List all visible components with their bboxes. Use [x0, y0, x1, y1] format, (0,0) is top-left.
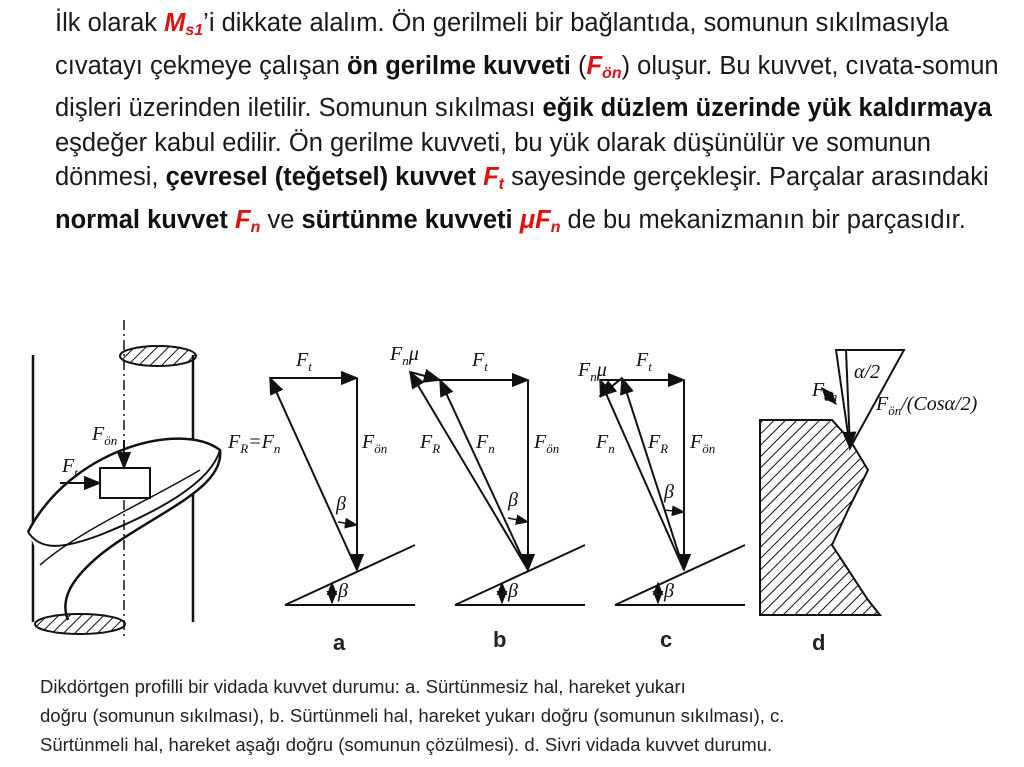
force-triangle-c [577, 349, 745, 652]
b-ft-label: $F_t$ [472, 349, 488, 374]
c-beta-label: β [664, 481, 674, 503]
b-fnmu-label: $F_n\mu$ [390, 343, 419, 368]
force-triangle-b [389, 343, 585, 652]
caption-line-2: doğru (somunun sıkılması), b. Sürtünmeli hal, hareket yukarı doğru (somunun sıkılması), c. [40, 705, 785, 726]
c-fon-label: $F_{ön}$ [690, 431, 716, 456]
v-thread-force-d [760, 350, 978, 655]
bolt-ft-label: $F_t$ [62, 455, 78, 480]
panel-d-label: d [812, 630, 826, 655]
force-triangle-a [227, 349, 415, 655]
figure-caption [40, 672, 1010, 759]
bold-term-normal-force: normal kuvvet [55, 205, 228, 234]
text-run: eşdeğer kabul edilir. Ön gerilme kuvveti, bu yük olarak düşünülür ve somunun dönmesi, [55, 128, 931, 191]
force-diagram-figure [0, 300, 1024, 672]
text-run: ’i dikkate alalım. Ön gerilmeli bir bağlantıda, somunun sıkılmasıyla cıvatayı çekmeye çalışan [55, 9, 949, 80]
bold-term-friction-force: sürtünme kuvveti [301, 205, 513, 234]
a-fr-fn-label: $F_R=F_n$ [228, 431, 281, 456]
panel-c-label: c [660, 627, 673, 652]
caption-line-1: Dikdörtgen profilli bir vidada kuvvet durumu: a. Sürtünmesiz hal, hareket yukarı [40, 676, 686, 697]
b-fon-label: $F_{ön}$ [534, 431, 560, 456]
bold-term-inclined-plane: eğik düzlem üzerinde yük kaldırmaya [542, 94, 992, 122]
c-beta-incline-label: β [664, 580, 674, 602]
ms1-symbol: $M_{s1}$ [164, 9, 204, 39]
b-fn-label: $F_n$ [476, 431, 495, 456]
b-beta-incline-label: β [508, 580, 518, 602]
a-fon-label: $F_{ön}$ [362, 431, 388, 456]
text-run: İlk olarak [55, 9, 165, 37]
text-run: ) oluşur. Bu kuvvet, cıvata-somun dişleri üzerinden iletilir. Somunun sıkılması [55, 51, 999, 122]
ft-symbol: $F_t$ [483, 163, 504, 193]
panel-a-label: a [333, 630, 346, 655]
bold-term-preload-force: ön gerilme kuvveti [346, 51, 571, 80]
text-run: ve [260, 205, 302, 234]
d-alpha-label: α/2 [854, 361, 881, 383]
panel-b-label: b [493, 627, 507, 652]
text-run: sayesinde gerçekleşir. Parçalar arasındaki [503, 163, 989, 191]
c-ft-label: $F_t$ [636, 349, 652, 374]
a-ft-label: $F_t$ [296, 349, 312, 374]
b-beta-label: β [508, 489, 518, 511]
a-beta-label: β [336, 493, 346, 515]
c-fnmu-label: $F_n\mu$ [578, 359, 607, 384]
d-fon-cos-label: $F_{ön}/(Cos\alpha/2)$ [876, 393, 978, 418]
b-fr-label: $F_R$ [420, 431, 441, 456]
caption-line-3: Sürtünmeli hal, hareket aşağı doğru (somunun çözülmesi). d. Sivri vidada kuvvet durumu. [40, 734, 773, 755]
d-fon-label: $F_{ön}$ [812, 379, 838, 404]
fon-symbol: $F_{ön}$ [586, 51, 622, 82]
mufn-symbol: $\mu F_n$ [519, 205, 561, 236]
bold-term-tangential-force: çevresel (teğetsel) kuvvet [165, 163, 476, 191]
bolt-thread-drawing [28, 320, 220, 640]
a-beta-incline-label: β [338, 580, 348, 602]
c-fn-label: $F_n$ [596, 431, 615, 456]
text-run: de bu mekanizmanın bir parçasıdır. [560, 205, 966, 234]
c-fr-label: $F_R$ [648, 431, 669, 456]
bolt-fon-label: $F_{ön}$ [92, 423, 118, 448]
intro-paragraph [55, 6, 1015, 245]
text-run: ( [570, 51, 587, 80]
fn-symbol: $F_n$ [235, 205, 261, 236]
